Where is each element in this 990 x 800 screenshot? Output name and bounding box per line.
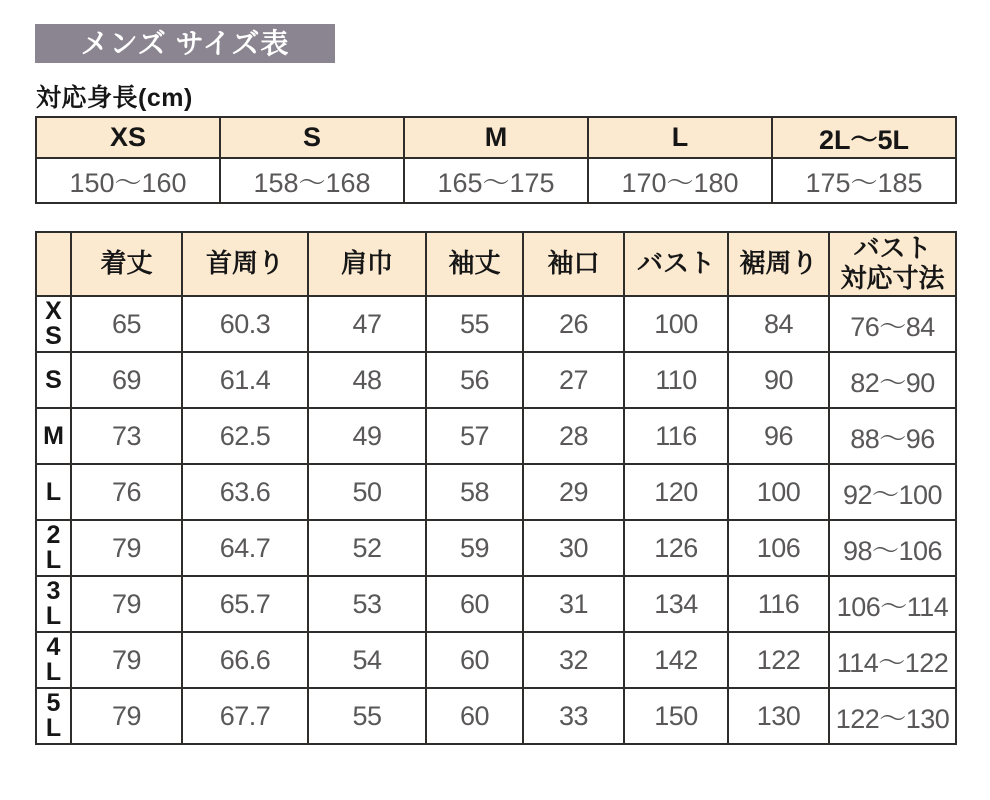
measurement-value-cell: 134 — [624, 576, 728, 632]
size-label-cell: S — [36, 352, 71, 408]
measurement-value-cell: 62.5 — [182, 408, 308, 464]
size-label-cell: 5L — [36, 688, 71, 744]
measurement-value-cell: 55 — [308, 688, 426, 744]
measurement-value-cell: 30 — [523, 520, 624, 576]
measurement-header-cell: バスト — [624, 232, 728, 296]
measurement-value-cell: 48 — [308, 352, 426, 408]
measurement-value-cell: 114～122 — [829, 632, 956, 688]
measurement-header-cell: 裾周り — [728, 232, 829, 296]
measurement-header-cell: 袖口 — [523, 232, 624, 296]
size-table-body — [36, 296, 956, 744]
measurement-value-cell: 63.6 — [182, 464, 308, 520]
measurement-value-cell: 82～90 — [829, 352, 956, 408]
measurement-value-cell: 76 — [71, 464, 182, 520]
measurement-value-cell: 106 — [728, 520, 829, 576]
measurement-value-cell: 98～106 — [829, 520, 956, 576]
corner-cell — [36, 232, 71, 296]
measurement-value-cell: 79 — [71, 576, 182, 632]
size-row-L — [36, 464, 956, 520]
measurement-value-cell: 79 — [71, 688, 182, 744]
height-table-title: 対応身長(cm) — [36, 84, 193, 112]
measurement-value-cell: 100 — [728, 464, 829, 520]
measurement-value-cell: 67.7 — [182, 688, 308, 744]
size-row-XS — [36, 296, 956, 352]
measurement-value-cell: 69 — [71, 352, 182, 408]
measurement-value-cell: 116 — [728, 576, 829, 632]
measurement-header-cell: 袖丈 — [426, 232, 523, 296]
measurement-value-cell: 76～84 — [829, 296, 956, 352]
measurement-value-cell: 126 — [624, 520, 728, 576]
measurement-header-cell: 肩巾 — [308, 232, 426, 296]
size-label-cell: M — [36, 408, 71, 464]
measurement-value-cell: 64.7 — [182, 520, 308, 576]
size-label-cell: XS — [36, 296, 71, 352]
height-range-cell: 150～160 — [36, 158, 220, 203]
measurement-value-cell: 53 — [308, 576, 426, 632]
measurement-value-cell: 60 — [426, 576, 523, 632]
measurement-value-cell: 116 — [624, 408, 728, 464]
measurement-value-cell: 130 — [728, 688, 829, 744]
measurement-value-cell: 66.6 — [182, 632, 308, 688]
measurement-value-cell: 26 — [523, 296, 624, 352]
measurement-value-cell: 150 — [624, 688, 728, 744]
height-range-cell: 165～175 — [404, 158, 588, 203]
height-table — [35, 116, 957, 204]
measurement-value-cell: 79 — [71, 520, 182, 576]
measurement-value-cell: 79 — [71, 632, 182, 688]
measurement-value-cell: 33 — [523, 688, 624, 744]
measurement-value-cell: 60 — [426, 632, 523, 688]
measurement-value-cell: 28 — [523, 408, 624, 464]
measurement-value-cell: 56 — [426, 352, 523, 408]
measurement-value-cell: 122～130 — [829, 688, 956, 744]
measurement-value-cell: 32 — [523, 632, 624, 688]
measurement-value-cell: 57 — [426, 408, 523, 464]
measurement-value-cell: 88～96 — [829, 408, 956, 464]
size-table — [35, 231, 957, 745]
size-label-cell: L — [36, 464, 71, 520]
measurement-value-cell: 110 — [624, 352, 728, 408]
measurement-value-cell: 100 — [624, 296, 728, 352]
height-table-header-row — [36, 117, 956, 158]
measurement-header-cell: 首周り — [182, 232, 308, 296]
measurement-header-cell: バスト 対応寸法 — [829, 232, 956, 296]
measurement-value-cell: 54 — [308, 632, 426, 688]
height-size-header-cell: 2L～5L — [772, 117, 956, 158]
measurement-value-cell: 58 — [426, 464, 523, 520]
measurement-value-cell: 59 — [426, 520, 523, 576]
measurement-value-cell: 55 — [426, 296, 523, 352]
page-title: メンズ サイズ表 — [35, 24, 335, 63]
measurement-value-cell: 122 — [728, 632, 829, 688]
measurement-value-cell: 120 — [624, 464, 728, 520]
measurement-value-cell: 60.3 — [182, 296, 308, 352]
measurement-header-cell: 着丈 — [71, 232, 182, 296]
height-size-header-cell: M — [404, 117, 588, 158]
measurement-value-cell: 90 — [728, 352, 829, 408]
size-row-4L — [36, 632, 956, 688]
height-table-value-row — [36, 158, 956, 203]
height-range-cell: 170～180 — [588, 158, 772, 203]
measurement-value-cell: 106～114 — [829, 576, 956, 632]
measurement-value-cell: 84 — [728, 296, 829, 352]
size-row-2L — [36, 520, 956, 576]
measurement-value-cell: 49 — [308, 408, 426, 464]
size-label-cell: 4L — [36, 632, 71, 688]
size-label-cell: 3L — [36, 576, 71, 632]
height-size-header-cell: S — [220, 117, 404, 158]
measurement-value-cell: 50 — [308, 464, 426, 520]
size-row-5L — [36, 688, 956, 744]
measurement-value-cell: 142 — [624, 632, 728, 688]
measurement-value-cell: 60 — [426, 688, 523, 744]
size-label-cell: 2L — [36, 520, 71, 576]
measurement-value-cell: 47 — [308, 296, 426, 352]
measurement-value-cell: 29 — [523, 464, 624, 520]
measurement-value-cell: 92～100 — [829, 464, 956, 520]
measurement-value-cell: 61.4 — [182, 352, 308, 408]
height-size-header-cell: L — [588, 117, 772, 158]
size-row-M — [36, 408, 956, 464]
measurement-value-cell: 65 — [71, 296, 182, 352]
measurement-value-cell: 31 — [523, 576, 624, 632]
size-row-S — [36, 352, 956, 408]
measurement-value-cell: 73 — [71, 408, 182, 464]
measurement-value-cell: 65.7 — [182, 576, 308, 632]
height-range-cell: 158～168 — [220, 158, 404, 203]
size-table-header-row — [36, 232, 956, 296]
size-row-3L — [36, 576, 956, 632]
height-range-cell: 175～185 — [772, 158, 956, 203]
measurement-value-cell: 96 — [728, 408, 829, 464]
height-size-header-cell: XS — [36, 117, 220, 158]
measurement-value-cell: 52 — [308, 520, 426, 576]
measurement-value-cell: 27 — [523, 352, 624, 408]
